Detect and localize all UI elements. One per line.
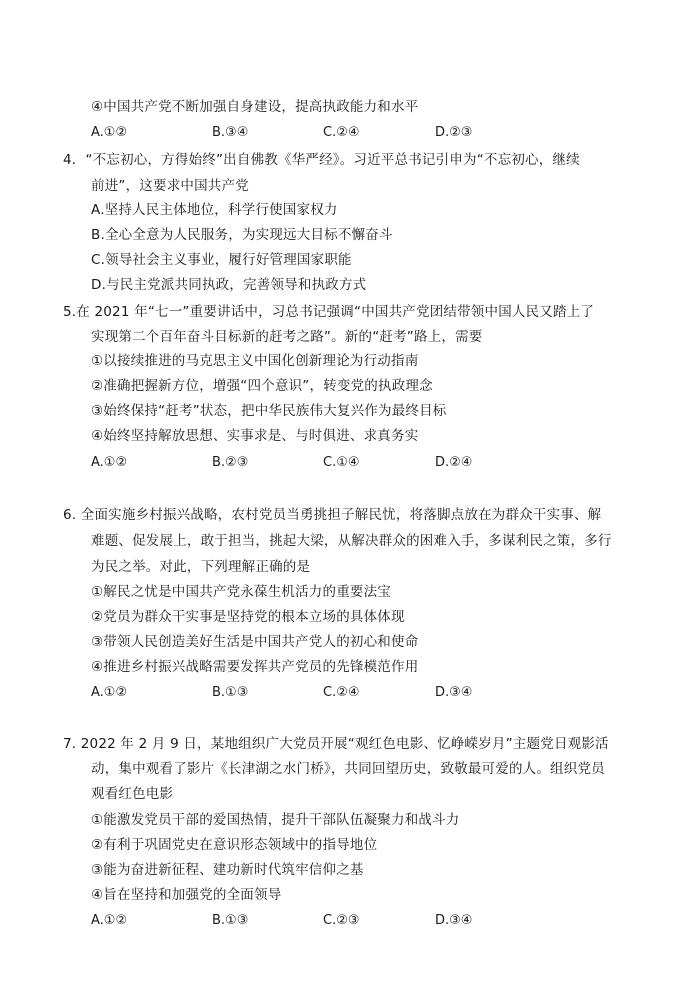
q7-stem-line-1: 7. 2022 年 2 月 9 日，某地组织广大党员开展“观红色电影、忆峥嵘岁月”主题党日观影活 — [63, 736, 609, 752]
q5-item-1: ①以接续推进的马克思主义中国化创新理论为行动指南 — [91, 353, 419, 369]
q4-stem-line-2: 前进”，这要求中国共产党 — [91, 178, 249, 194]
q7-item-3: ③能为奋进新征程、建功新时代筑牢信仰之基 — [91, 862, 364, 878]
q3-option-a[interactable]: A.①② — [91, 125, 128, 140]
q4-option-c[interactable]: C.领导社会主义事业，履行好管理国家职能 — [91, 252, 352, 268]
q6-option-a[interactable]: A.①② — [91, 685, 128, 700]
q3-option-c[interactable]: C.②④ — [323, 125, 360, 140]
q5-item-4: ④始终坚持解放思想、实事求是、与时俱进、求真务实 — [91, 428, 419, 444]
q3-option-b[interactable]: B.③④ — [212, 125, 249, 140]
q7-item-2: ②有利于巩固党史在意识形态领域中的指导地位 — [91, 837, 378, 853]
q6-option-c[interactable]: C.②④ — [323, 685, 360, 700]
q6-item-4: ④推进乡村振兴战略需要发挥共产党员的先锋模范作用 — [91, 659, 419, 675]
q6-item-1: ①解民之忧是中国共产党永葆生机活力的重要法宝 — [91, 584, 392, 600]
q7-item-4: ④旨在坚持和加强党的全面领导 — [91, 887, 282, 903]
q5-item-3: ③始终保持“赶考”状态，把中华民族伟大复兴作为最终目标 — [91, 403, 447, 419]
q6-stem-line-2: 难题、促发展上，敢于担当，挑起大梁，从解决群众的困难入手，多谋利民之策，多行 — [91, 533, 612, 549]
q6-option-d[interactable]: D.③④ — [435, 685, 473, 700]
q4-option-a[interactable]: A.坚持人民主体地位，科学行使国家权力 — [91, 202, 338, 218]
q4-option-d[interactable]: D.与民主党派共同执政，完善领导和执政方式 — [91, 277, 367, 293]
q5-option-a[interactable]: A.①② — [91, 455, 128, 470]
q5-option-b[interactable]: B.②③ — [212, 455, 249, 470]
q6-item-3: ③带领人民创造美好生活是中国共产党人的初心和使命 — [91, 634, 419, 650]
q7-stem-line-3: 观看红色电影 — [91, 786, 174, 802]
q7-option-d[interactable]: D.③④ — [435, 913, 473, 928]
q3-item-4: ④中国共产党不断加强自身建设，提高执政能力和水平 — [91, 99, 419, 115]
q5-item-2: ②准确把握新方位，增强“四个意识”，转变党的执政理念 — [91, 378, 433, 394]
q6-option-b[interactable]: B.①③ — [212, 685, 249, 700]
q7-option-c[interactable]: C.②③ — [323, 913, 360, 928]
q6-item-2: ②党员为群众干实事是坚持党的根本立场的具体体现 — [91, 609, 405, 625]
q7-option-b[interactable]: B.①③ — [212, 913, 249, 928]
q7-stem-line-2: 动，集中观看了影片《长津湖之水门桥》，共同回望历史，致敬最可爱的人。组织党员 — [91, 761, 605, 777]
q5-stem-line-2: 实现第二个百年奋斗目标新的赶考之路”。新的“赶考”路上，需要 — [91, 329, 483, 345]
q5-option-c[interactable]: C.①④ — [323, 455, 360, 470]
q6-stem-line-1: 6. 全面实施乡村振兴战略，农村党员当勇挑担子解民忧，将落脚点放在为群众干实事、解 — [63, 507, 602, 523]
q5-stem-line-1: 5.在 2021 年“七一”重要讲话中，习总书记强调“中国共产党团结带领中国人民又踏上了 — [63, 304, 595, 320]
q5-option-d[interactable]: D.②④ — [435, 455, 473, 470]
q7-item-1: ①能激发党员干部的爱国热情，提升干部队伍凝聚力和战斗力 — [91, 812, 460, 828]
q3-option-d[interactable]: D.②③ — [435, 125, 473, 140]
q4-option-b[interactable]: B.全心全意为人民服务，为实现远大目标不懈奋斗 — [91, 227, 393, 243]
q6-stem-line-3: 为民之举。对此，下列理解正确的是 — [91, 559, 311, 575]
q7-option-a[interactable]: A.①② — [91, 913, 128, 928]
q4-stem-line-1: 4．“不忘初心，方得始终”出自佛教《华严经》。习近平总书记引申为“不忘初心，继续 — [63, 152, 580, 168]
